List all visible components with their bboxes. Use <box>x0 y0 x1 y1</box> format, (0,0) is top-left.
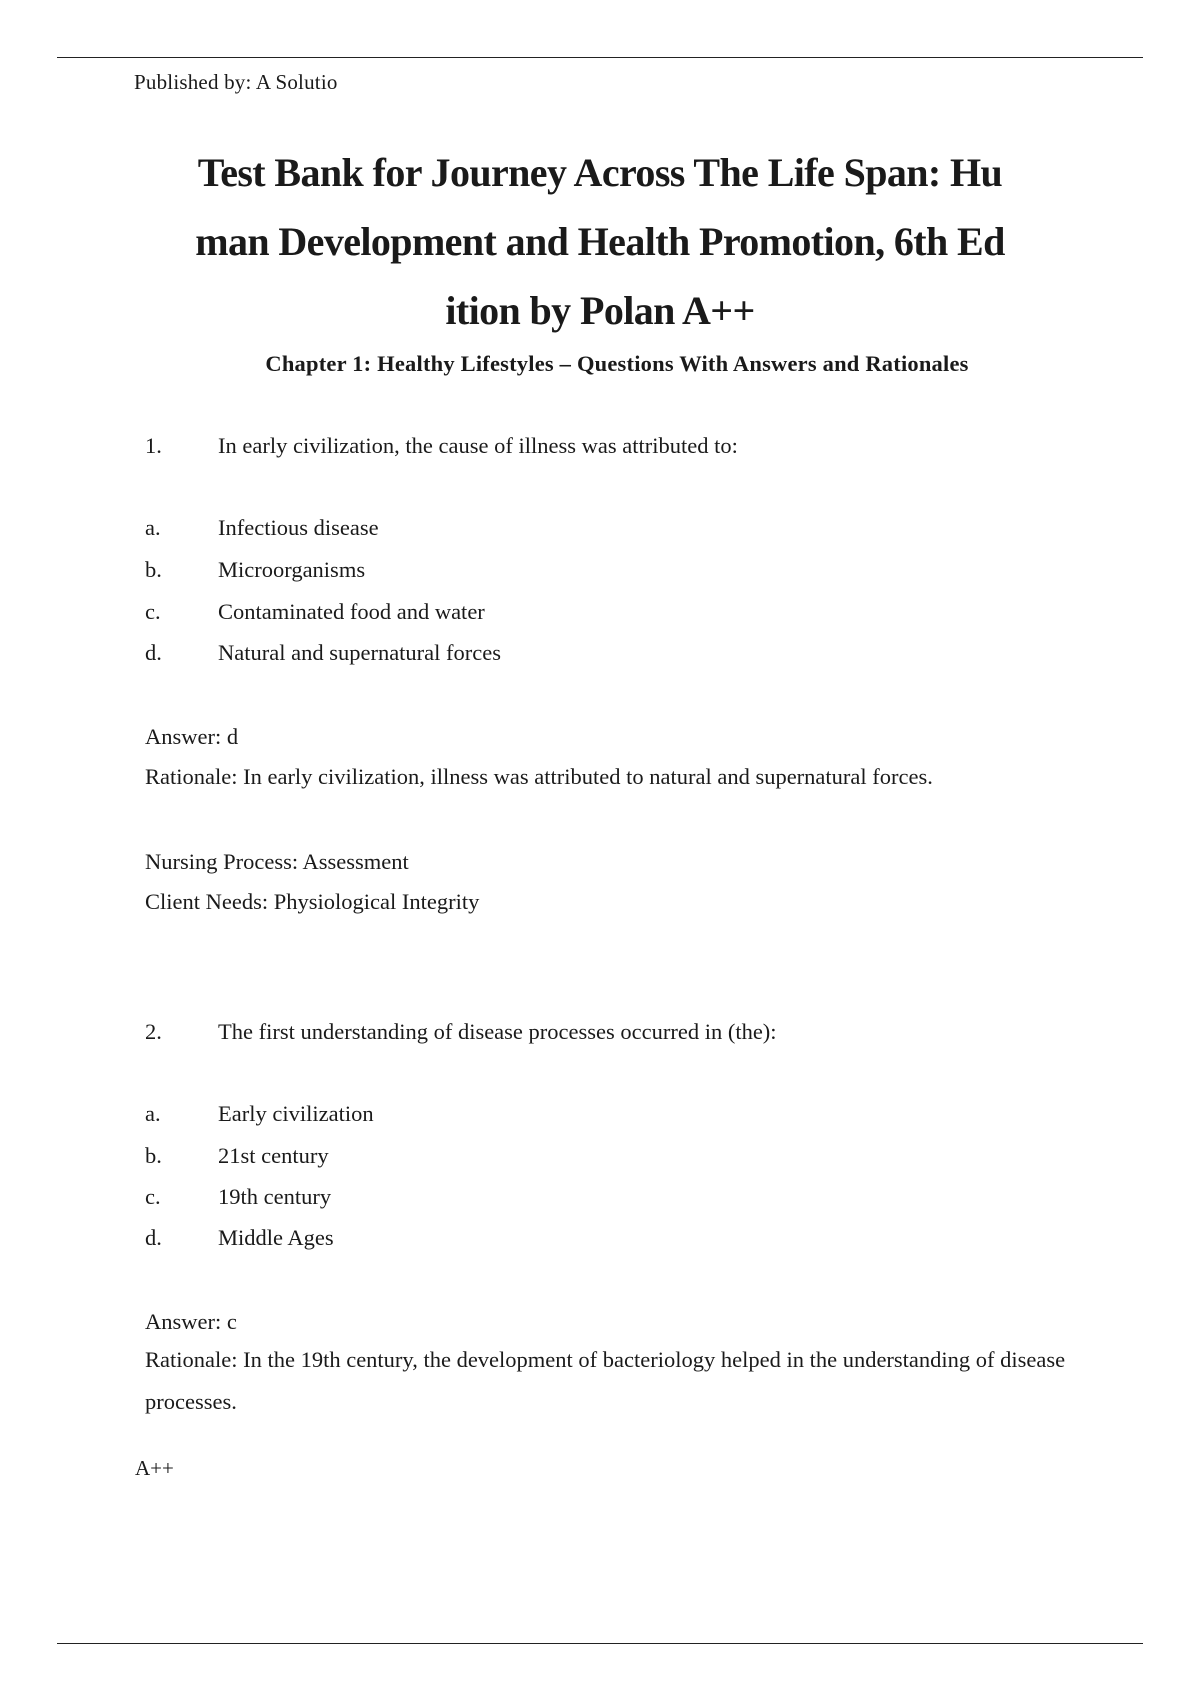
document-title <box>150 138 1050 345</box>
answer-line: Answer: d <box>145 724 239 749</box>
question-text: The first understanding of disease processes occurred in (the): <box>218 1019 777 1044</box>
option-letter: b. <box>145 1143 162 1168</box>
option-text: Infectious disease <box>218 515 379 540</box>
option-text: Contaminated food and water <box>218 599 485 624</box>
question-number: 1. <box>145 433 162 458</box>
option-letter: c. <box>145 1184 161 1209</box>
option-letter: d. <box>145 1225 162 1250</box>
chapter-subtitle: Chapter 1: Healthy Lifestyles – Questions With Answers and Rationales <box>265 351 969 376</box>
option-letter: a. <box>145 515 161 540</box>
title-line-1: Test Bank for Journey Across The Life Span: Hu <box>197 150 1003 195</box>
nursing-process-line: Nursing Process: Assessment <box>145 849 409 874</box>
rationale-line: Rationale: In the 19th century, the development of bacteriology helped in the understanding of disease processes. <box>145 1347 1066 1414</box>
option-text: Middle Ages <box>218 1225 334 1250</box>
top-rule <box>57 57 1143 58</box>
option-letter: c. <box>145 599 161 624</box>
option-letter: b. <box>145 557 162 582</box>
title-line-2: man Development and Health Promotion, 6th Ed <box>195 219 1005 264</box>
option-letter: a. <box>145 1101 161 1126</box>
title-line-3: ition by Polan A++ <box>445 288 755 333</box>
answer-line: Answer: c <box>145 1309 237 1334</box>
option-text: Natural and supernatural forces <box>218 640 501 665</box>
question-number: 2. <box>145 1019 162 1044</box>
option-text: Early civilization <box>218 1101 374 1126</box>
option-text: 19th century <box>218 1184 332 1209</box>
publisher-line: Published by: A Solutio <box>134 70 338 94</box>
rationale-line: Rationale: In early civilization, illness was attributed to natural and supernatural forces. <box>145 764 933 789</box>
option-text: 21st century <box>218 1143 329 1168</box>
option-text: Microorganisms <box>218 557 366 582</box>
footer-grade-mark: A++ <box>135 1456 174 1480</box>
bottom-rule <box>57 1643 1143 1644</box>
question-text: In early civilization, the cause of illness was attributed to: <box>218 433 738 458</box>
client-needs-line: Client Needs: Physiological Integrity <box>145 889 480 914</box>
option-letter: d. <box>145 640 162 665</box>
